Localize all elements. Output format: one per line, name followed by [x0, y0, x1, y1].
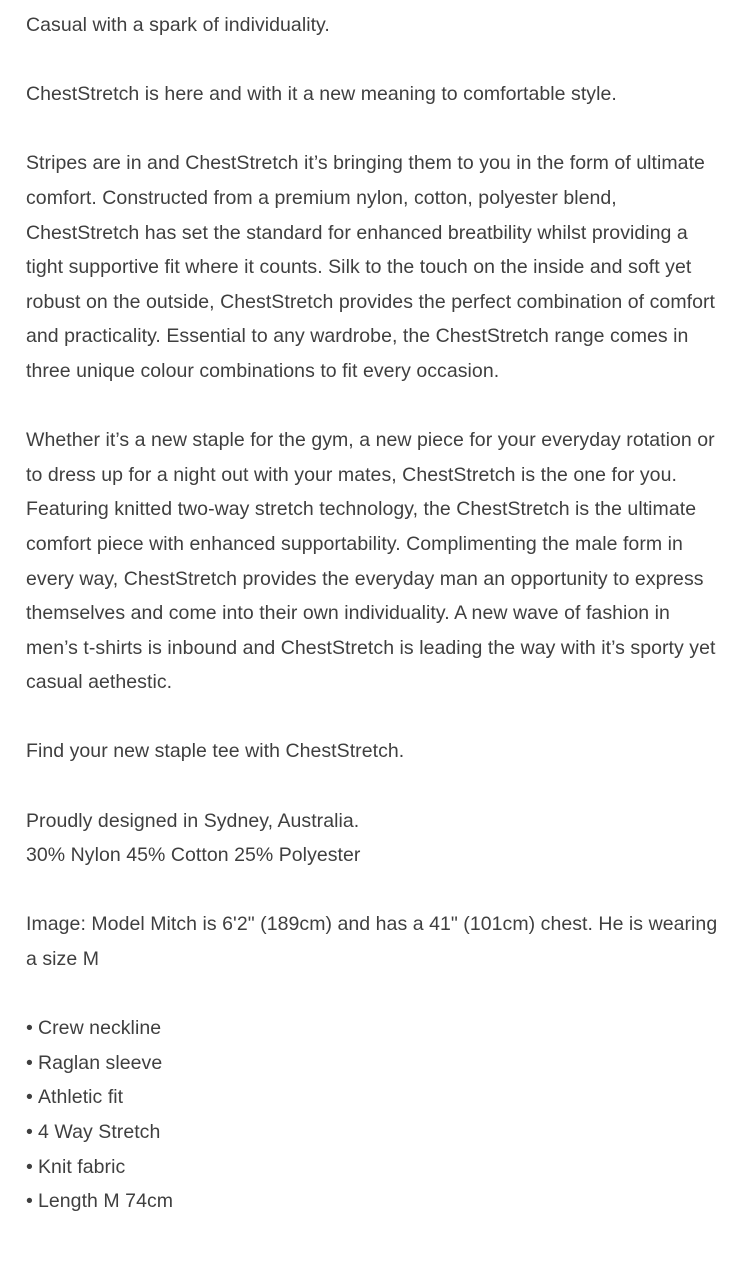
headline-text: ChestStretch is here and with it a new meaning to comfortable style.	[26, 83, 617, 106]
bullet-icon: •	[26, 1017, 33, 1040]
list-item	[26, 1011, 726, 1046]
description-paragraph-2: Whether it’s a new staple for the gym, a new piece for your everyday rotation or to dress up for a night out with your mates, ChestStretch is the one for you. Featuring knitted two-way stretch technology, the ChestStretch is the ultimate comfort piece with enhanced supportability. Complimenting the male form in every way, ChestStretch provides the everyday man an opportunity to express themselves and come into their own individuality. A new wave of fashion in men’s t-shirts is inbound and ChestStretch is leading the way with it’s sporty yet casual aethestic.	[26, 429, 716, 694]
bullet-icon: •	[26, 1086, 33, 1109]
feature-label: Length M 74cm	[38, 1190, 174, 1213]
composition-text: 30% Nylon 45% Cotton 25% Polyester	[26, 844, 361, 867]
feature-label: Athletic fit	[38, 1086, 124, 1109]
origin-text: Proudly designed in Sydney, Australia.	[26, 809, 360, 832]
model-info-text: Image: Model Mitch is 6'2" (189cm) and has a 41" (101cm) chest. He is wearing a size M	[26, 913, 718, 971]
list-item	[26, 1080, 726, 1115]
product-description	[26, 8, 726, 1219]
feature-list	[26, 1011, 726, 1219]
intro-text: Casual with a spark of individuality.	[26, 14, 330, 36]
bullet-icon: •	[26, 1190, 33, 1213]
bullet-icon: •	[26, 1155, 33, 1178]
description-paragraph-1: Stripes are in and ChestStretch it’s bringing them to you in the form of ultimate comfort. Constructed from a premium nylon, cotton, polyester blend, ChestStretch has set the standard for enhanced breatbility whilst providing a tight supportive fit where it counts. Silk to the touch on the inside and soft yet robust on the outside, ChestStretch provides the perfect combination of comfort and practicality. Essential to any wardrobe, the ChestStretch range comes in three unique colour combinations to fit every occasion.	[26, 152, 715, 382]
list-item	[26, 1184, 726, 1219]
call-to-action-text: Find your new staple tee with ChestStretch.	[26, 740, 405, 763]
list-item	[26, 1115, 726, 1150]
feature-label: Knit fabric	[38, 1155, 126, 1178]
bullet-icon: •	[26, 1051, 33, 1074]
feature-label: Raglan sleeve	[38, 1051, 163, 1074]
bullet-icon: •	[26, 1121, 33, 1143]
feature-label: 4 Way Stretch	[38, 1121, 161, 1143]
feature-label: Crew neckline	[38, 1017, 162, 1040]
list-item	[26, 1150, 726, 1185]
list-item	[26, 1046, 726, 1081]
